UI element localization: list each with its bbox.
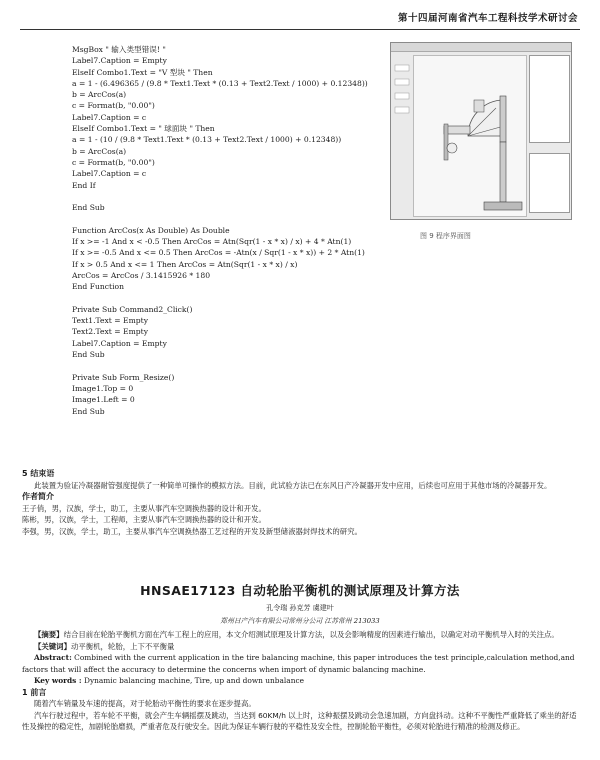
code-line: End Sub [72, 350, 105, 360]
code-line: Text2.Text = Empty [72, 327, 148, 337]
code-line: ElseIf Combo1.Text = "V 型块 " Then [72, 67, 213, 77]
abstract-en-label: Abstract: [34, 653, 72, 662]
code-line: End Sub [72, 203, 105, 213]
conclusion-section [22, 468, 578, 537]
code-line: If x > 0.5 And x <= 1 Then ArcCos = Atn(Sqr(1 - x * x) / x) [72, 259, 298, 269]
figure-window-titlebar [391, 43, 571, 52]
keywords-en-label: Key words : [34, 676, 82, 685]
program-interface-figure [390, 42, 572, 220]
code-line: End Sub [72, 406, 105, 416]
code-line [72, 360, 382, 371]
code-line: a = 1 - (10 / (9.8 * Text1.Text * (0.13 + Text2.Text / 1000) + 0.12348)) [72, 135, 342, 145]
code-line: If x >= -1 And x < -0.5 Then ArcCos = Atn(Sqr(1 - x * x) / x) + 4 * Atn(1) [72, 237, 352, 247]
code-line [72, 213, 382, 224]
intro-paragraph: 汽车行驶过程中，若车轮不平衡，就会产生车辆摇摆及跳动，当达到 60KM/h 以上时，这种振摆及跳动会急速加剧，方向盘抖动。这种不平衡性严重降低了乘坐的舒适性及操控的稳定性，加剧轮胎磨损，严重者危及行驶安全。因此为保证车辆行驶的平稳性及安全性，控制轮胎平衡性，必须对轮胎进行精准的检测及修正。 [22, 710, 577, 731]
paper-title: HNSAE17123 自动轮胎平衡机的测试原理及计算方法 [140, 583, 460, 598]
paper-authors: 孔令瑞 孙克芳 虞建叶 [266, 604, 334, 612]
running-header: 第十四届河南省汽车工程科技学术研讨会 [397, 13, 578, 24]
code-line: Label7.Caption = c [72, 112, 147, 122]
author-intro-line: 王子俏，男，汉族，学士，助工，主要从事汽车空调换热器的设计和开发。 [22, 503, 266, 513]
code-line: Label7.Caption = c [72, 169, 147, 179]
code-line: Private Sub Form_Resize() [72, 372, 175, 382]
paper-abstract-section [22, 629, 578, 733]
code-line: Image1.Left = 0 [72, 395, 135, 405]
code-line: a = 1 - (6.496365 / (9.8 * Text1.Text * (0.13 + Text2.Text / 1000) + 0.12348)) [72, 78, 368, 88]
code-line: Image1.Top = 0 [72, 383, 134, 393]
code-line [72, 293, 382, 304]
code-line: ArcCos = ArcCos / 3.1415926 * 180 [72, 270, 211, 280]
code-line: b = ArcCos(a) [72, 90, 127, 100]
code-line: End If [72, 180, 96, 190]
code-line [72, 191, 382, 202]
conclusion-text: 此装置为验证冷凝器耐管强度提供了一种简单可操作的模拟方法。目前，此试验方法已在东风日产冷凝器开发中应用，后续也可应用于其他市场的冷凝器开发。 [34, 480, 552, 490]
intro-paragraph: 随着汽车销量及车速的提高，对于轮胎动平衡性的要求在逐步提高。 [34, 699, 256, 708]
code-line: Function ArcCos(x As Double) As Double [72, 225, 230, 235]
keywords-en-text: Dynamic balancing machine, Tire, up and down unbalance [84, 676, 304, 685]
code-line: Private Sub Command2_Click() [72, 304, 193, 314]
apparatus-illustration [414, 56, 526, 216]
code-line: Label7.Caption = Empty [72, 338, 167, 348]
conclusion-heading: 5 结束语 [22, 469, 55, 478]
figure-left-controls [394, 55, 410, 215]
abstract-label: 【摘要】 [34, 630, 64, 639]
abstract-en-text: Combined with the current application in the tire balancing machine, this paper introduces the test principle,calculation method,and factors that will affect the accuracy to determine the concerns when import of dynamic balancing machine. [22, 653, 575, 674]
code-line: c = Format(b, "0.00") [72, 101, 155, 111]
code-listing [72, 44, 382, 417]
code-line: c = Format(b, "0.00") [72, 157, 155, 167]
figure-apparatus-drawing [413, 55, 527, 217]
intro-heading: 1 前言 [22, 687, 47, 697]
author-intro-line: 李强，男，汉族，学士，助工，主要从事汽车空调换热器工艺过程的开发及新型储液器封焊技术的研究。 [22, 526, 362, 536]
abstract-text: 结合目前在轮胎平衡机方面在汽车工程上的应用，本文介绍测试原理及计算方法，以及会影响精度的因素进行输出，以确定对动平衡机导入时的关注点。 [63, 630, 559, 639]
code-line: If x >= -0.5 And x <= 0.5 Then ArcCos = -Atn(x / Sqr(1 - x * x)) + 2 * Atn(1) [72, 248, 365, 258]
paper-affiliation: 郑州日产汽车有限公司常州分公司 江苏常州 213033 [220, 617, 380, 625]
figure-right-panel [529, 55, 568, 215]
keywords-text: 动平衡机，轮胎，上下不平衡量 [70, 641, 175, 651]
figure-caption: 图 9 程序界面图 [420, 232, 471, 240]
figure-left-panel [394, 55, 410, 215]
code-line: ElseIf Combo1.Text = " 球面块 " Then [72, 124, 215, 134]
code-line: Label7.Caption = Empty [72, 56, 167, 66]
code-line: End Function [72, 282, 124, 292]
figure-output-box [529, 153, 570, 213]
keywords-label: 【关键词】 [34, 641, 71, 651]
header-divider [20, 29, 580, 30]
figure-input-box [529, 55, 570, 143]
code-line: MsgBox " 输入类型错误! " [72, 45, 166, 54]
code-line: Text1.Text = Empty [72, 316, 148, 326]
author-intro-line: 陈彬，男，汉族，学士，工程师，主要从事汽车空调换热器的设计和开发。 [22, 515, 266, 524]
author-intro-heading: 作者简介 [22, 492, 54, 501]
code-line: b = ArcCos(a) [72, 146, 127, 156]
